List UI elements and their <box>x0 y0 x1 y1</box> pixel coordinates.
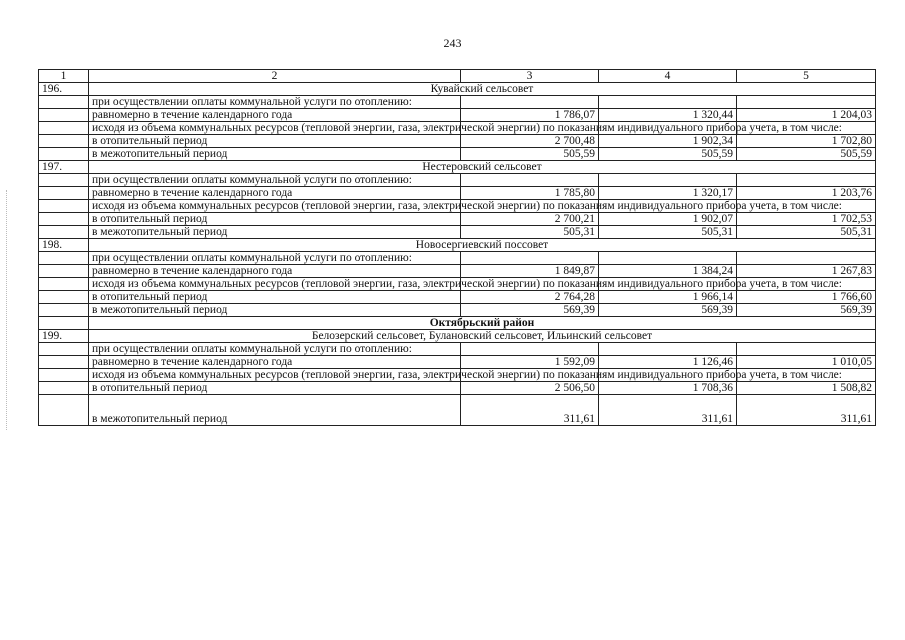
by-meter-label: исходя из объема коммунальных ресурсов (тепловой энергии, газа, электрической энергии) по показаниям индивидуального прибора учета, в том числе: <box>89 369 461 382</box>
evenly-label: равномерно в течение календарного года <box>89 187 461 200</box>
value-cell: 1 786,07 <box>461 109 599 122</box>
value-cell: 505,59 <box>599 148 737 161</box>
value-cell: 1 508,82 <box>737 382 876 395</box>
evenly-label: равномерно в течение календарного года <box>89 265 461 278</box>
tariff-table <box>38 69 876 426</box>
by-meter-row <box>39 278 876 291</box>
value-cell: 505,31 <box>737 226 876 239</box>
heating-label: в отопительный период <box>89 135 461 148</box>
interheating-label: в межотопительный период <box>89 148 461 161</box>
section-name: Кувайский сельсовет <box>89 83 876 96</box>
value-cell: 1 204,03 <box>737 109 876 122</box>
heating-row <box>39 291 876 304</box>
value-cell: 505,31 <box>461 226 599 239</box>
section-title-row <box>39 83 876 96</box>
section-title-row <box>39 239 876 252</box>
value-cell: 311,61 <box>737 395 876 426</box>
value-cell: 505,59 <box>737 148 876 161</box>
paying-heading-row <box>39 174 876 187</box>
section-index: 198. <box>39 239 89 252</box>
paying-heading-row <box>39 96 876 109</box>
region-row <box>39 317 876 330</box>
header-row <box>39 70 876 83</box>
value-cell: 1 902,07 <box>599 213 737 226</box>
by-meter-label: исходя из объема коммунальных ресурсов (тепловой энергии, газа, электрической энергии) по показаниям индивидуального прибора учета, в том числе: <box>89 200 461 213</box>
value-cell: 311,61 <box>599 395 737 426</box>
value-cell: 1 592,09 <box>461 356 599 369</box>
paying-heading: при осуществлении оплаты коммунальной услуги по отоплению: <box>89 96 461 109</box>
header-cell-3: 3 <box>461 70 599 83</box>
value-cell: 1 320,44 <box>599 109 737 122</box>
evenly-row <box>39 187 876 200</box>
value-cell: 569,39 <box>737 304 876 317</box>
interheating-row <box>39 304 876 317</box>
heating-row <box>39 213 876 226</box>
page-number: 243 <box>443 36 462 50</box>
evenly-label: равномерно в течение календарного года <box>89 109 461 122</box>
section-name: Нестеровский сельсовет <box>89 161 876 174</box>
value-cell: 2 700,21 <box>461 213 599 226</box>
value-cell: 569,39 <box>599 304 737 317</box>
section-title-row <box>39 330 876 343</box>
evenly-label: равномерно в течение календарного года <box>89 356 461 369</box>
evenly-row <box>39 109 876 122</box>
value-cell: 1 702,53 <box>737 213 876 226</box>
value-cell: 505,31 <box>599 226 737 239</box>
value-cell: 1 849,87 <box>461 265 599 278</box>
value-cell: 311,61 <box>461 395 599 426</box>
evenly-row <box>39 265 876 278</box>
section-name: Новосергиевский поссовет <box>89 239 876 252</box>
interheating-label: в межотопительный период <box>89 226 461 239</box>
interheating-label: в межотопительный период <box>89 395 461 426</box>
paying-heading: при осуществлении оплаты коммунальной услуги по отоплению: <box>89 343 461 356</box>
header-cell-5: 5 <box>737 70 876 83</box>
interheating-row <box>39 226 876 239</box>
value-cell: 1 708,36 <box>599 382 737 395</box>
by-meter-label: исходя из объема коммунальных ресурсов (тепловой энергии, газа, электрической энергии) по показаниям индивидуального прибора учета, в том числе: <box>89 278 461 291</box>
by-meter-label: исходя из объема коммунальных ресурсов (тепловой энергии, газа, электрической энергии) по показаниям индивидуального прибора учета, в том числе: <box>89 122 461 135</box>
interheating-row <box>39 148 876 161</box>
interheating-row <box>39 395 876 426</box>
header-cell-2: 2 <box>89 70 461 83</box>
value-cell: 1 010,05 <box>737 356 876 369</box>
section-title-row <box>39 161 876 174</box>
by-meter-row <box>39 122 876 135</box>
paying-heading-row <box>39 343 876 356</box>
value-cell: 2 764,28 <box>461 291 599 304</box>
value-cell: 1 966,14 <box>599 291 737 304</box>
heating-row <box>39 135 876 148</box>
header-cell-1: 1 <box>39 70 89 83</box>
evenly-row <box>39 356 876 369</box>
value-cell: 1 384,24 <box>599 265 737 278</box>
scan-margin-marks <box>6 190 9 430</box>
section-index: 197. <box>39 161 89 174</box>
value-cell: 1 785,80 <box>461 187 599 200</box>
section-index: 196. <box>39 83 89 96</box>
paying-heading-row <box>39 252 876 265</box>
header-cell-4: 4 <box>599 70 737 83</box>
value-cell: 1 766,60 <box>737 291 876 304</box>
heating-row <box>39 382 876 395</box>
value-cell: 1 126,46 <box>599 356 737 369</box>
region-name: Октябрьский район <box>89 317 876 330</box>
section-index: 199. <box>39 330 89 343</box>
value-cell: 1 267,83 <box>737 265 876 278</box>
value-cell: 1 320,17 <box>599 187 737 200</box>
value-cell: 2 700,48 <box>461 135 599 148</box>
paying-heading: при осуществлении оплаты коммунальной услуги по отоплению: <box>89 252 461 265</box>
value-cell: 569,39 <box>461 304 599 317</box>
heating-label: в отопительный период <box>89 382 461 395</box>
value-cell: 1 203,76 <box>737 187 876 200</box>
section-name: Белозерский сельсовет, Булановский сельсовет, Ильинский сельсовет <box>89 330 876 343</box>
heating-label: в отопительный период <box>89 213 461 226</box>
value-cell: 1 702,80 <box>737 135 876 148</box>
paying-heading: при осуществлении оплаты коммунальной услуги по отоплению: <box>89 174 461 187</box>
by-meter-row <box>39 200 876 213</box>
by-meter-row <box>39 369 876 382</box>
value-cell: 2 506,50 <box>461 382 599 395</box>
heating-label: в отопительный период <box>89 291 461 304</box>
interheating-label: в межотопительный период <box>89 304 461 317</box>
value-cell: 1 902,34 <box>599 135 737 148</box>
value-cell: 505,59 <box>461 148 599 161</box>
